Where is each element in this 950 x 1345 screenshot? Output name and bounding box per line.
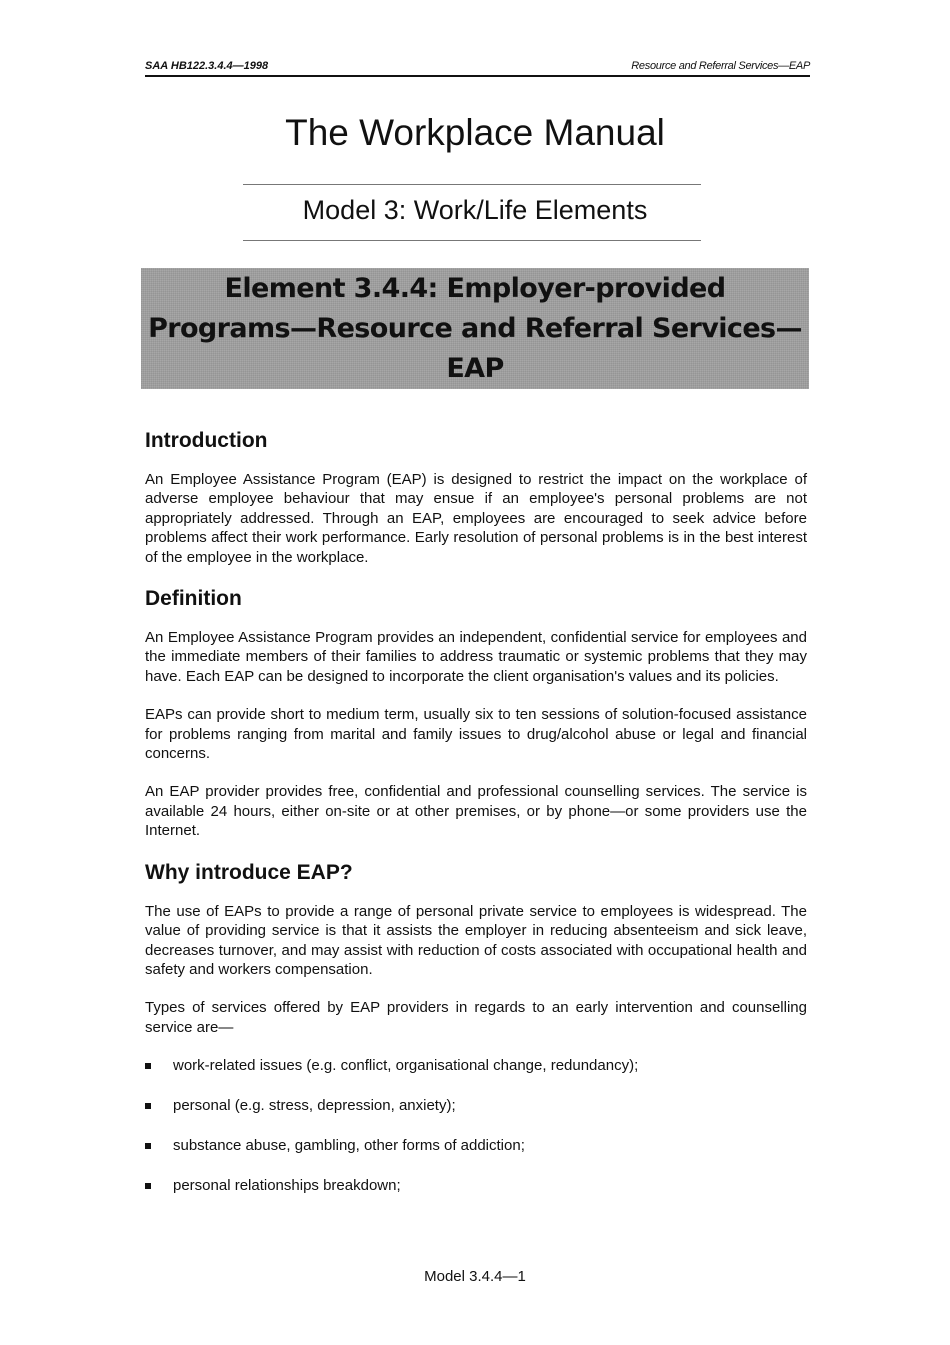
manual-title: The Workplace Manual [285, 112, 665, 153]
paragraph: An Employee Assistance Program provides an independent, confidential service for employees and the immediate members of their families to address traumatic or systemic problems that they may have. Each EAP can be designed to incorporate the client organisation's values and its policies. [145, 629, 807, 685]
list-item: personal relationships breakdown; [145, 1176, 807, 1195]
element-banner-line: Programs—Resource and Referral Services— [148, 312, 802, 344]
header-section-title: Resource and Referral Services—EAP [631, 60, 810, 72]
square-bullet-icon [145, 1183, 151, 1189]
page-footer: Model 3.4.4—1 [424, 1268, 526, 1285]
paragraph: EAPs can provide short to medium term, usually six to ten sessions of solution-focused assistance for problems ranging from marital and family issues to drug/alcohol abuse or legal and financial concerns. [145, 706, 807, 763]
title-divider-top [243, 184, 701, 185]
section-heading-why-introduce-eap: Why introduce EAP? [145, 860, 353, 884]
paragraph: An EAP provider provides free, confidential and professional counselling services. The service is available 24 hours, either on-site or at other premises, or by phone—or some providers use the Internet. [145, 783, 807, 840]
square-bullet-icon [145, 1143, 151, 1149]
services-list [145, 1056, 807, 1195]
title-divider-bottom [243, 240, 701, 241]
square-bullet-icon [145, 1063, 151, 1069]
list-item: personal (e.g. stress, depression, anxiety); [145, 1096, 807, 1115]
running-header [145, 58, 810, 77]
section-heading-definition: Definition [145, 587, 242, 611]
paragraph: The use of EAPs to provide a range of personal private service to employees is widespread. The value of providing service is that it assists the employer in reducing absenteeism and sick leave, decreases turnover, and may assist with reduction of costs associated with occupational health and safety and workers compensation. [145, 902, 807, 978]
section-heading-introduction: Introduction [145, 429, 268, 452]
element-banner-title [148, 269, 802, 389]
element-banner-line: EAP [446, 352, 504, 384]
square-bullet-icon [145, 1103, 151, 1109]
model-title: Model 3: Work/Life Elements [302, 195, 648, 225]
element-banner-line: Element 3.4.4: Employer-provided [224, 272, 726, 304]
list-item: work-related issues (e.g. conflict, organisational change, redundancy); [145, 1056, 807, 1075]
element-banner [141, 268, 809, 389]
list-item: substance abuse, gambling, other forms of addiction; [145, 1136, 807, 1155]
paragraph: An Employee Assistance Program (EAP) is designed to restrict the impact on the workplace of adverse employee behaviour that may ensue if an employee's personal problems are not appropriately addressed. Through an EAP, employees are encouraged to seek advice before problems affect their work performance. Early resolution of personal problems is in the best interest of the employee in the workplace. [145, 471, 807, 566]
paragraph: Types of services offered by EAP providers in regards to an early intervention and counselling service are— [145, 999, 807, 1036]
document-body [145, 426, 807, 1216]
header-standard-code: SAA HB122.3.4.4—1998 [145, 60, 269, 72]
